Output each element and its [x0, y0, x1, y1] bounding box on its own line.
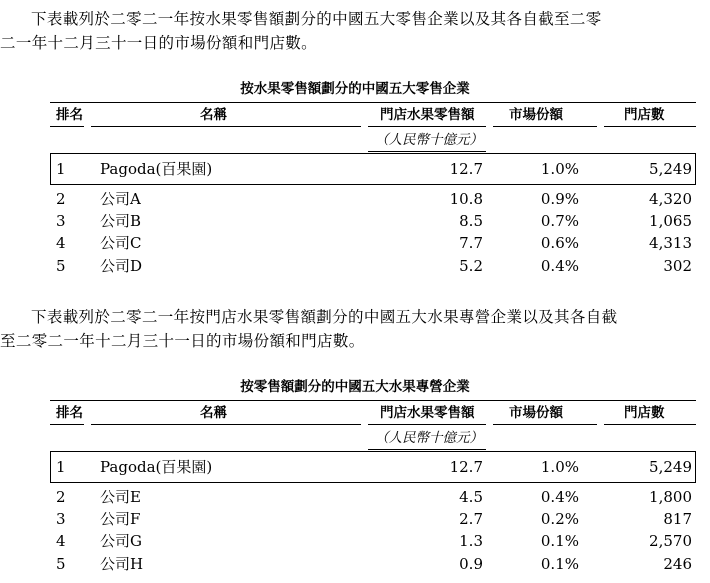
- intro-paragraph-2-line-1: 下表載列於二零二一年按門店水果零售額劃分的中國五大水果專營企業以及其各自截: [31, 308, 618, 326]
- share-cell: 0.1%: [540, 555, 579, 573]
- table-2-header-stores: 門店數: [624, 405, 665, 421]
- sales-cell: 12.7: [449, 458, 483, 476]
- rank-cell: 1: [56, 160, 66, 178]
- sales-cell: 10.8: [449, 190, 483, 208]
- rank-cell: 5: [56, 555, 66, 573]
- table-1-unit-rule: [368, 151, 486, 152]
- share-cell: 0.1%: [540, 532, 579, 550]
- intro-paragraph-2-line-2: 至二零二一年十二月三十一日的市場份額和門店數。: [0, 332, 365, 350]
- table-row: [50, 188, 696, 210]
- sales-cell: 0.9: [459, 555, 483, 573]
- table-1-header-stores: 門店數: [624, 107, 665, 123]
- table-1-header-rule-share: [493, 126, 597, 127]
- stores-cell: 4,313: [649, 234, 692, 252]
- table-1-top-rule: [50, 102, 696, 103]
- name-cell: Pagoda(百果園): [100, 458, 213, 476]
- sales-cell: 12.7: [449, 160, 483, 178]
- rank-cell: 2: [56, 488, 66, 506]
- share-cell: 1.0%: [540, 160, 579, 178]
- sales-cell: 1.3: [459, 532, 483, 550]
- table-2-header-rule-rank: [50, 424, 84, 425]
- name-cell: 公司G: [100, 532, 142, 550]
- stores-cell: 302: [663, 257, 692, 275]
- table-row: [50, 255, 696, 277]
- table-2-title: 按零售額劃分的中國五大水果專營企業: [240, 379, 470, 395]
- stores-cell: 5,249: [649, 458, 692, 476]
- table-1-header-rule-sales: [368, 126, 486, 127]
- stores-cell: 1,800: [649, 488, 692, 506]
- share-cell: 0.2%: [540, 510, 579, 528]
- table-2-header-rule-name: [91, 424, 361, 425]
- name-cell: 公司H: [100, 555, 144, 573]
- table-1-unit: （人民幣十億元）: [375, 132, 483, 148]
- table-2-header-share: 市場份額: [509, 405, 563, 421]
- stores-cell: 5,249: [649, 160, 692, 178]
- stores-cell: 4,320: [649, 190, 692, 208]
- name-cell: 公司E: [100, 488, 141, 506]
- rank-cell: 5: [56, 257, 66, 275]
- rank-cell: 4: [56, 532, 66, 550]
- table-row: [50, 158, 696, 180]
- intro-paragraph-1-line-1: 下表載列於二零二一年按水果零售額劃分的中國五大零售企業以及其各自截至二零: [31, 10, 602, 28]
- rank-cell: 1: [56, 458, 66, 476]
- name-cell: 公司C: [100, 234, 142, 252]
- intro-paragraph-1: [0, 7, 710, 55]
- table-2-unit: （人民幣十億元）: [375, 430, 483, 446]
- share-cell: 0.6%: [540, 234, 579, 252]
- table-2-header-rank: 排名: [56, 405, 83, 421]
- share-cell: 0.4%: [540, 488, 579, 506]
- table-1-header-sales: 門店水果零售額: [380, 107, 475, 123]
- intro-paragraph-2: [0, 305, 710, 353]
- name-cell: 公司D: [100, 257, 143, 275]
- rank-cell: 2: [56, 190, 66, 208]
- table-1-header-rule-name: [91, 126, 361, 127]
- table-1-header-name: 名稱: [200, 107, 227, 123]
- rank-cell: 4: [56, 234, 66, 252]
- table-2-header-name: 名稱: [200, 405, 227, 421]
- table-2-header-rule-stores: [604, 424, 696, 425]
- table-2-header-rule-sales: [368, 424, 486, 425]
- share-cell: 0.7%: [540, 212, 579, 230]
- table-1-header-rule-stores: [604, 126, 696, 127]
- table-row: [50, 210, 696, 232]
- table-row: [50, 456, 696, 478]
- stores-cell: 817: [663, 510, 692, 528]
- table-1-title: 按水果零售額劃分的中國五大零售企業: [240, 81, 470, 97]
- sales-cell: 7.7: [459, 234, 483, 252]
- table-row: [50, 530, 696, 552]
- name-cell: 公司B: [100, 212, 142, 230]
- table-row: [50, 553, 696, 575]
- table-row: [50, 232, 696, 254]
- rank-cell: 3: [56, 510, 66, 528]
- name-cell: 公司F: [100, 510, 141, 528]
- name-cell: 公司A: [100, 190, 141, 208]
- stores-cell: 1,065: [649, 212, 692, 230]
- share-cell: 0.4%: [540, 257, 579, 275]
- table-2-top-rule: [50, 400, 696, 401]
- sales-cell: 5.2: [459, 257, 483, 275]
- name-cell: Pagoda(百果園): [100, 160, 213, 178]
- share-cell: 1.0%: [540, 458, 579, 476]
- stores-cell: 2,570: [649, 532, 692, 550]
- table-row: [50, 486, 696, 508]
- sales-cell: 2.7: [459, 510, 483, 528]
- table-1-header-rank: 排名: [56, 107, 83, 123]
- table-1-header-rule-rank: [50, 126, 84, 127]
- table-2-header-sales: 門店水果零售額: [380, 405, 475, 421]
- rank-cell: 3: [56, 212, 66, 230]
- intro-paragraph-1-line-2: 二一年十二月三十一日的市場份額和門店數。: [0, 34, 318, 52]
- table-row: [50, 508, 696, 530]
- table-2-header-rule-share: [493, 424, 597, 425]
- table-1-header-share: 市場份額: [509, 107, 563, 123]
- table-2-unit-rule: [368, 449, 486, 450]
- sales-cell: 8.5: [459, 212, 483, 230]
- sales-cell: 4.5: [459, 488, 483, 506]
- stores-cell: 246: [663, 555, 692, 573]
- share-cell: 0.9%: [540, 190, 579, 208]
